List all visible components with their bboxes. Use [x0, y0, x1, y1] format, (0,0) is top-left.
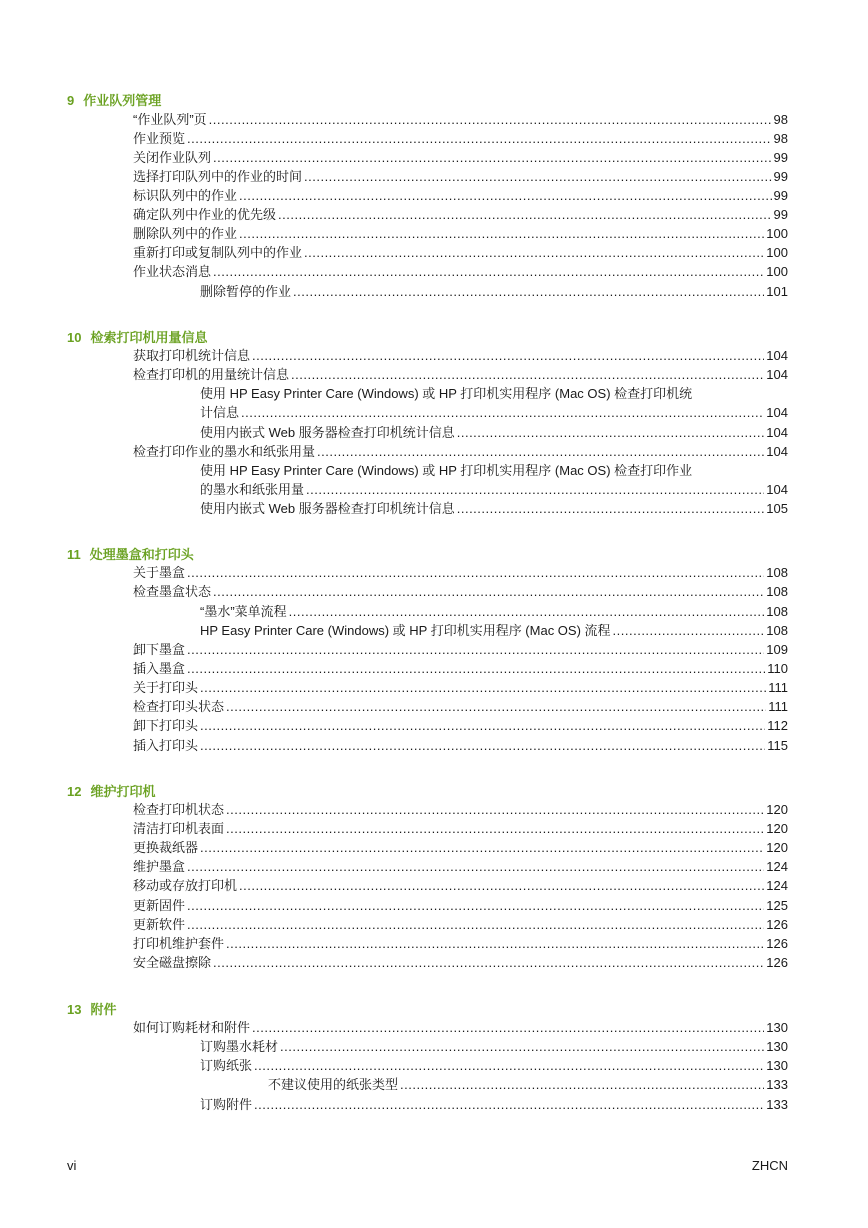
dot-leader [304, 167, 772, 186]
entry-title-line: 使用 HP Easy Printer Care (Windows) 或 HP 打印机实用程序 (Mac OS) 检查打印作业 [200, 463, 693, 478]
entry-page-number: 108 [766, 623, 788, 638]
chapter-heading[interactable] [67, 90, 161, 109]
entry-title: 选择打印队列中的作业的时间 [133, 169, 303, 184]
dot-leader [226, 819, 764, 838]
language-code: ZHCN [751, 1158, 788, 1173]
entry-row [133, 934, 788, 953]
chapter-number: 13 [67, 1002, 82, 1017]
entry-title: 获取打印机统计信息 [133, 348, 251, 363]
entry-row [133, 110, 788, 129]
entry-page-number: 120 [766, 821, 788, 836]
entry-row [133, 953, 788, 972]
entry-row [133, 442, 788, 461]
dot-leader [280, 1037, 764, 1056]
dot-leader [293, 282, 764, 301]
entry-page-number: 99 [773, 207, 788, 222]
dot-leader [252, 1018, 764, 1037]
entry-title: 订购纸张 [200, 1058, 253, 1073]
entry-page-number: 110 [767, 661, 788, 676]
entry-row [133, 243, 788, 262]
chapter-heading[interactable] [67, 327, 207, 346]
entry-row [133, 129, 788, 148]
entry-page-number: 99 [773, 169, 788, 184]
toc-entry[interactable] [133, 819, 788, 838]
toc-entry[interactable] [133, 224, 788, 243]
entry-title: 删除暂停的作业 [200, 284, 292, 299]
toc-entry[interactable] [133, 697, 788, 716]
toc-entry[interactable] [133, 857, 788, 876]
entry-title: HP Easy Printer Care (Windows) 或 HP 打印机实用程序 (Mac OS) 流程 [200, 623, 611, 638]
entry-page-number: 112 [767, 718, 788, 733]
dot-leader [200, 838, 764, 857]
entry-title: 不建议使用的纸张类型 [268, 1077, 399, 1092]
entry-row [133, 640, 788, 659]
entry-row [133, 1018, 788, 1037]
entry-row [133, 346, 788, 365]
toc-entry[interactable] [133, 129, 788, 148]
dot-leader [187, 129, 772, 148]
entry-row [133, 365, 788, 384]
toc-entry[interactable] [200, 1095, 788, 1114]
entry-title: 关闭作业队列 [133, 150, 212, 165]
dot-leader [226, 934, 764, 953]
dot-leader [254, 1095, 764, 1114]
entry-title-line: 使用 HP Easy Printer Care (Windows) 或 HP 打印机实用程序 (Mac OS) 检查打印机统 [200, 386, 693, 401]
entry-page-number: 100 [766, 226, 788, 241]
chapter-heading[interactable] [67, 544, 194, 563]
entry-page-number: 108 [766, 584, 788, 599]
entry-title: 检查打印头状态 [133, 699, 225, 714]
entry-row [268, 1075, 788, 1094]
toc-entry[interactable] [133, 167, 788, 186]
toc-entry[interactable] [200, 461, 788, 499]
chapter-number: 11 [67, 547, 81, 562]
entry-title: 检查墨盒状态 [133, 584, 212, 599]
toc-entry[interactable] [133, 659, 788, 678]
toc-entry[interactable] [133, 262, 788, 281]
entry-title: 订购墨水耗材 [200, 1039, 279, 1054]
entry-row [200, 1037, 788, 1056]
dot-leader [239, 224, 764, 243]
entry-row [133, 148, 788, 167]
dot-leader [306, 480, 764, 499]
entry-page-number: 104 [766, 405, 788, 420]
toc-entry[interactable] [133, 640, 788, 659]
entry-row [200, 621, 788, 640]
entry-page-number: 104 [766, 482, 788, 497]
toc-entry[interactable] [133, 186, 788, 205]
dot-leader [213, 953, 764, 972]
toc-entry[interactable] [200, 282, 788, 301]
dot-leader [187, 896, 764, 915]
entry-page-number: 133 [766, 1097, 788, 1112]
dot-leader [304, 243, 764, 262]
toc-entry[interactable] [133, 563, 788, 582]
dot-leader [187, 563, 764, 582]
entry-title: 清洁打印机表面 [133, 821, 225, 836]
entry-title: 作业预览 [133, 131, 186, 146]
dot-leader [226, 800, 764, 819]
entry-title: 更新软件 [133, 917, 186, 932]
entry-row [133, 697, 788, 716]
toc-entry[interactable] [200, 621, 788, 640]
chapter-title: 附件 [90, 1002, 117, 1017]
entry-title: 使用内嵌式 Web 服务器检查打印机统计信息 [200, 425, 455, 440]
entry-row [133, 716, 788, 735]
entry-page-number: 111 [768, 680, 788, 695]
toc-entry[interactable] [133, 838, 788, 857]
entry-row [133, 224, 788, 243]
toc-entry[interactable] [133, 582, 788, 601]
dot-leader [187, 915, 764, 934]
dot-leader [213, 148, 772, 167]
entry-row [200, 480, 788, 499]
entry-title: 作业状态消息 [133, 264, 212, 279]
dot-leader [200, 678, 766, 697]
entry-title: 卸下打印头 [133, 718, 199, 733]
dot-leader [457, 499, 765, 518]
entry-title: “墨水”菜单流程 [200, 604, 287, 619]
chapter-number: 10 [67, 330, 82, 345]
entry-page-number: 111 [768, 699, 788, 714]
entry-title: 更新固件 [133, 898, 186, 913]
entry-page-number: 130 [766, 1058, 788, 1073]
entry-row [133, 582, 788, 601]
toc-entry[interactable] [133, 716, 788, 735]
toc-entry[interactable] [133, 205, 788, 224]
entry-title: 的墨水和纸张用量 [200, 482, 305, 497]
entry-row [200, 1056, 788, 1075]
dot-leader [252, 346, 764, 365]
toc-entry[interactable] [133, 896, 788, 915]
entry-page-number: 99 [773, 188, 788, 203]
dot-leader [187, 659, 765, 678]
toc-entry[interactable] [133, 110, 788, 129]
chapter-heading[interactable] [67, 781, 155, 800]
dot-leader [226, 697, 766, 716]
toc-entry[interactable] [133, 953, 788, 972]
toc-entry[interactable] [133, 915, 788, 934]
entry-title: 插入墨盒 [133, 661, 186, 676]
chapter-number: 9 [67, 93, 75, 108]
entry-page-number: 99 [773, 150, 788, 165]
dot-leader [239, 186, 772, 205]
entry-page-number: 115 [767, 738, 788, 753]
entry-page-number: 98 [773, 112, 788, 127]
toc-entry[interactable] [133, 442, 788, 461]
dot-leader [213, 582, 764, 601]
chapter-heading[interactable] [67, 999, 116, 1018]
chapter-title: 处理墨盒和打印头 [89, 547, 194, 562]
entry-page-number: 104 [766, 425, 788, 440]
entry-page-number: 126 [766, 955, 788, 970]
entry-page-number: 126 [766, 917, 788, 932]
toc-entry[interactable] [200, 423, 788, 442]
toc-entry[interactable] [133, 678, 788, 697]
dot-leader [613, 621, 765, 640]
entry-page-number: 108 [766, 604, 788, 619]
entry-page-number: 124 [766, 859, 788, 874]
entry-row [133, 915, 788, 934]
dot-leader [291, 365, 764, 384]
entry-title: 移动或存放打印机 [133, 878, 238, 893]
entry-row [133, 736, 788, 755]
entry-page-number: 104 [766, 367, 788, 382]
entry-row [200, 282, 788, 301]
entry-title: 标识队列中的作业 [133, 188, 238, 203]
entry-page-number: 120 [766, 840, 788, 855]
entry-row [133, 857, 788, 876]
entry-row [133, 167, 788, 186]
entry-title: “作业队列”页 [133, 112, 207, 127]
toc-entry[interactable] [133, 365, 788, 384]
entry-row [200, 1095, 788, 1114]
entry-row [133, 819, 788, 838]
entry-page-number: 101 [766, 284, 788, 299]
entry-page-number: 100 [766, 245, 788, 260]
entry-page-number: 104 [766, 348, 788, 363]
entry-row [200, 499, 788, 518]
entry-page-number: 130 [766, 1020, 788, 1035]
entry-title: 订购附件 [200, 1097, 253, 1112]
dot-leader [400, 1075, 764, 1094]
dot-leader [278, 205, 772, 224]
entry-title: 更换裁纸器 [133, 840, 199, 855]
entry-title: 卸下墨盒 [133, 642, 186, 657]
entry-row [133, 800, 788, 819]
entry-title: 计信息 [200, 405, 240, 420]
toc-entry[interactable] [200, 1037, 788, 1056]
entry-row [133, 262, 788, 281]
toc-entry[interactable] [200, 384, 788, 422]
toc-entry[interactable] [133, 736, 788, 755]
entry-page-number: 120 [766, 802, 788, 817]
entry-title: 关于墨盒 [133, 565, 186, 580]
entry-title: 删除队列中的作业 [133, 226, 238, 241]
dot-leader [317, 442, 764, 461]
entry-row [200, 602, 788, 621]
toc-entry[interactable] [200, 1056, 788, 1075]
chapter-title: 检索打印机用量信息 [90, 330, 208, 345]
chapter-title: 维护打印机 [90, 784, 156, 799]
entry-row [133, 838, 788, 857]
entry-row [133, 205, 788, 224]
dot-leader [239, 876, 764, 895]
toc-entry[interactable] [200, 602, 788, 621]
chapter-title: 作业队列管理 [83, 93, 162, 108]
toc-entry[interactable] [133, 1018, 788, 1037]
entry-page-number: 100 [766, 264, 788, 279]
entry-page-number: 133 [766, 1077, 788, 1092]
entry-title: 安全磁盘擦除 [133, 955, 212, 970]
toc-entry[interactable] [133, 148, 788, 167]
entry-row [200, 403, 788, 422]
entry-title: 使用内嵌式 Web 服务器检查打印机统计信息 [200, 501, 455, 516]
entry-row [133, 876, 788, 895]
entry-page-number: 109 [766, 642, 788, 657]
entry-page-number: 130 [766, 1039, 788, 1054]
toc-entry[interactable] [133, 800, 788, 819]
entry-title: 如何订购耗材和附件 [133, 1020, 251, 1035]
entry-page-number: 126 [766, 936, 788, 951]
entry-page-number: 98 [773, 131, 788, 146]
entry-title: 插入打印头 [133, 738, 199, 753]
entry-page-number: 124 [766, 878, 788, 893]
dot-leader [254, 1056, 764, 1075]
toc-entry[interactable] [133, 243, 788, 262]
entry-title: 关于打印头 [133, 680, 199, 695]
dot-leader [187, 640, 764, 659]
entry-page-number: 104 [766, 444, 788, 459]
page-number: vi [67, 1158, 77, 1173]
entry-row [133, 659, 788, 678]
toc-entry[interactable] [133, 934, 788, 953]
dot-leader [213, 262, 764, 281]
entry-row [133, 678, 788, 697]
toc-entry[interactable] [268, 1075, 788, 1094]
entry-title: 检查打印机的用量统计信息 [133, 367, 290, 382]
entry-title: 确定队列中作业的优先级 [133, 207, 277, 222]
entry-row [133, 896, 788, 915]
entry-page-number: 108 [766, 565, 788, 580]
entry-title: 维护墨盒 [133, 859, 186, 874]
entry-title: 打印机维护套件 [133, 936, 225, 951]
toc-entry[interactable] [200, 499, 788, 518]
dot-leader [200, 716, 765, 735]
entry-row [200, 423, 788, 442]
dot-leader [241, 403, 764, 422]
entry-title: 重新打印或复制队列中的作业 [133, 245, 303, 260]
entry-row [133, 186, 788, 205]
entry-title: 检查打印机状态 [133, 802, 225, 817]
dot-leader [457, 423, 765, 442]
entry-page-number: 105 [766, 501, 788, 516]
dot-leader [187, 857, 764, 876]
dot-leader [200, 736, 765, 755]
toc-entry[interactable] [133, 876, 788, 895]
dot-leader [289, 602, 765, 621]
entry-row [133, 563, 788, 582]
entry-title: 检查打印作业的墨水和纸张用量 [133, 444, 316, 459]
entry-page-number: 125 [766, 898, 788, 913]
dot-leader [209, 110, 772, 129]
chapter-number: 12 [67, 784, 82, 799]
toc-entry[interactable] [133, 346, 788, 365]
